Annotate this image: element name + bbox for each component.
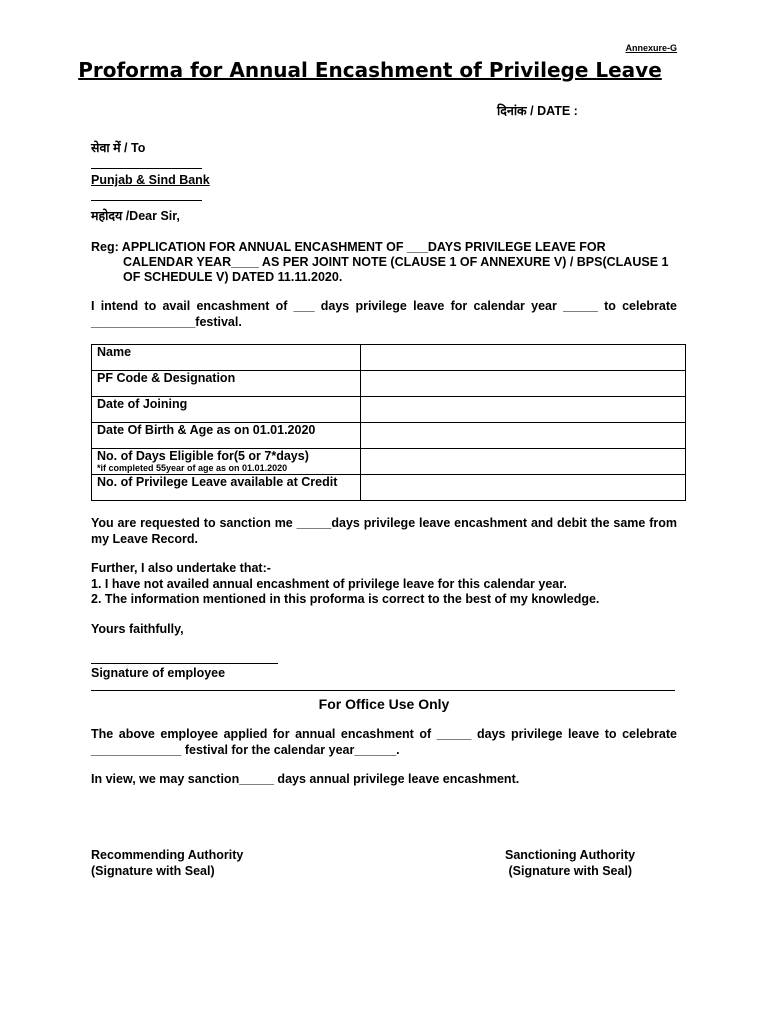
section-divider — [91, 690, 675, 691]
table-row — [92, 397, 686, 423]
request-paragraph: You are requested to sanction me _____days privilege leave encashment and debit the same from my Leave Record. — [91, 516, 677, 546]
recommending-sub: (Signature with Seal) — [91, 864, 215, 878]
date-label: दिनांक / DATE : — [497, 104, 578, 118]
table-row — [92, 475, 686, 501]
table-row — [92, 345, 686, 371]
recommending-title: Recommending Authority — [91, 848, 244, 862]
reg-line-1: Reg: APPLICATION FOR ANNUAL ENCASHMENT OF ___DAYS PRIVILEGE LEAVE FOR — [91, 240, 606, 254]
undertaking-item-2: 2. The information mentioned in this proforma is correct to the best of my knowledge. — [91, 592, 600, 606]
row-label: Date Of Birth & Age as on 01.01.2020 — [92, 423, 361, 449]
signature-line — [91, 663, 278, 664]
reg-line-2: CALENDAR YEAR____ AS PER JOINT NOTE (CLAUSE 1 OF ANNEXURE V) / BPS(CLAUSE 1 — [123, 255, 669, 269]
row-label: Date of Joining — [92, 397, 361, 423]
undertaking-block — [91, 561, 677, 608]
row-value[interactable] — [361, 475, 686, 501]
office-use-heading: For Office Use Only — [318, 696, 450, 712]
salutation: महोदय /Dear Sir, — [91, 209, 180, 223]
table-row — [92, 371, 686, 397]
page-title: Proforma for Annual Encashment of Privilege Leave — [78, 58, 662, 82]
bank-name: Punjab & Sind Bank — [91, 173, 210, 187]
row-value[interactable] — [361, 371, 686, 397]
sanctioning-authority — [505, 847, 635, 879]
undertaking-intro: Further, I also undertake that:- — [91, 561, 271, 575]
recommending-authority — [91, 847, 243, 879]
sanctioning-title: Sanctioning Authority — [505, 848, 636, 862]
reg-line-3: OF SCHEDULE V) DATED 11.11.2020. — [123, 270, 343, 284]
sanctioning-sub: (Signature with Seal) — [505, 864, 633, 878]
to-label: सेवा में / To — [91, 141, 146, 155]
office-sanction-text: In view, we may sanction_____ days annual privilege leave encashment. — [91, 772, 520, 786]
row-value[interactable] — [361, 423, 686, 449]
intent-paragraph: I intend to avail encashment of ___ days privilege leave for calendar year _____ to celebrate _______________festival. — [91, 299, 677, 329]
addressee-line — [91, 168, 202, 169]
table-row — [92, 423, 686, 449]
row-label: Name — [92, 345, 361, 371]
row-value[interactable] — [361, 397, 686, 423]
row-label: PF Code & Designation — [92, 371, 361, 397]
employee-details-table — [91, 344, 686, 501]
annexure-label: Annexure-G — [625, 43, 677, 53]
eligibility-note: *if completed 55year of age as on 01.01.2020 — [97, 463, 288, 473]
row-label: No. of Days Eligible for(5 or 7*days) — [97, 449, 309, 463]
table-row — [92, 449, 686, 475]
row-value[interactable] — [361, 345, 686, 371]
closing-text: Yours faithfully, — [91, 622, 184, 636]
office-paragraph: The above employee applied for annual encashment of _____ days privilege leave to celebrate _____________ festival for the calendar year______. — [91, 727, 677, 757]
row-label: No. of Privilege Leave available at Credit — [92, 475, 361, 501]
row-label-with-note — [92, 449, 361, 475]
undertaking-item-1: 1. I have not availed annual encashment of privilege leave for this calendar year. — [91, 576, 567, 591]
row-value[interactable] — [361, 449, 686, 475]
subject-reference — [91, 240, 681, 285]
address-line — [91, 200, 202, 201]
signature-label: Signature of employee — [91, 666, 226, 680]
